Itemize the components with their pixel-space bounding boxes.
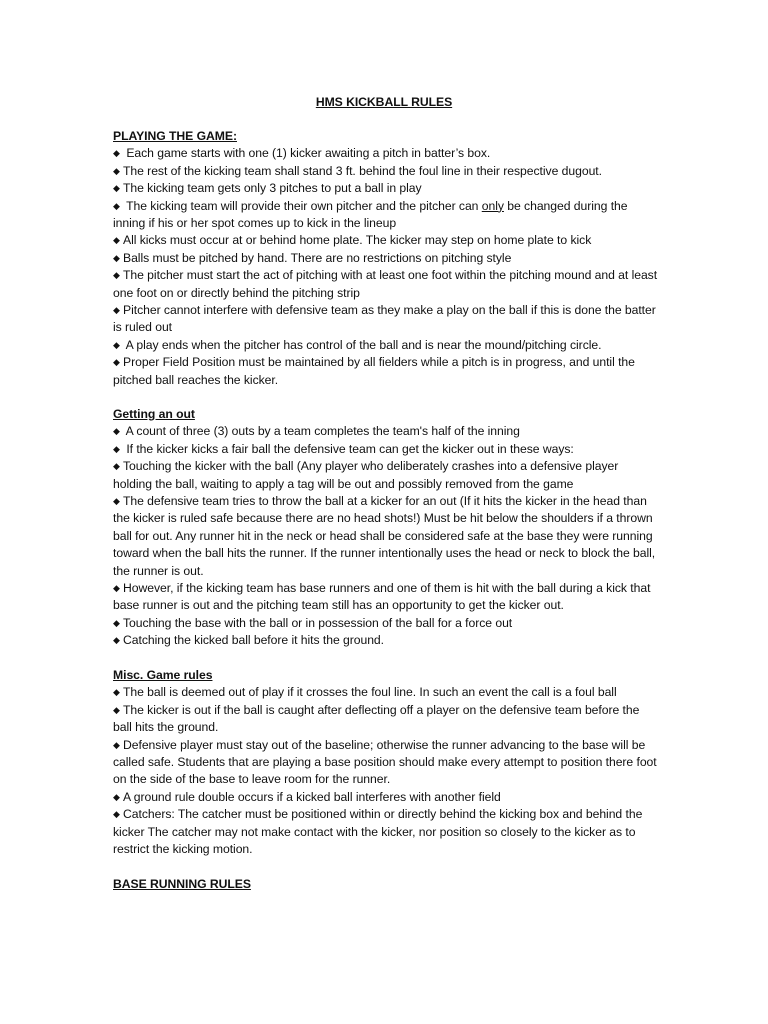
diamond-bullet-icon: ◆ — [113, 791, 120, 802]
diamond-bullet-icon: ◆ — [113, 305, 120, 316]
diamond-bullet-icon: ◆ — [113, 165, 120, 176]
rule-item: ◆ A count of three (3) outs by a team completes the team's half of the inning — [113, 423, 658, 440]
rule-item: ◆ A play ends when the pitcher has control of the ball and is near the mound/pitching circle. — [113, 337, 658, 354]
diamond-bullet-icon: ◆ — [113, 461, 120, 472]
rule-item: ◆ However, if the kicking team has base runners and one of them is hit with the ball during a kick that base runner is out and the pitching team still has an opportunity to get the kicker out. — [113, 581, 651, 613]
rule-item: ◆ The kicking team gets only 3 pitches to put a ball in play — [113, 180, 658, 197]
rule-item: ◆ Catching the kicked ball before it hits the ground. — [113, 632, 658, 649]
rule-item: ◆ Touching the kicker with the ball (Any player who deliberately crashes into a defensive player holding the ball, waiting to apply a tag will be out and possibly removed from the game — [113, 459, 619, 491]
rule-item: ◆ If the kicker kicks a fair ball the defensive team can get the kicker out in these ways: — [113, 441, 658, 458]
section-heading: Misc. Game rules — [113, 668, 213, 682]
diamond-bullet-icon: ◆ — [113, 739, 120, 750]
diamond-bullet-icon: ◆ — [113, 200, 120, 211]
diamond-bullet-icon: ◆ — [113, 183, 120, 194]
diamond-bullet-icon: ◆ — [113, 687, 120, 698]
rule-item: ◆ Proper Field Position must be maintained by all fielders while a pitch is in progress, and until the pitched ball reaches the kicker. — [113, 355, 635, 387]
diamond-bullet-icon: ◆ — [113, 583, 120, 594]
rule-item: ◆ The kicking team will provide their own pitcher and the pitcher can only be changed during the inning if his or her spot comes up to kick in the lineup — [113, 198, 628, 231]
diamond-bullet-icon: ◆ — [113, 426, 120, 437]
section-misc-game-rules — [113, 667, 658, 858]
section-getting-an-out — [113, 406, 658, 650]
diamond-bullet-icon: ◆ — [113, 617, 120, 628]
section-heading: PLAYING THE GAME: — [113, 129, 237, 143]
rule-item: ◆ The kicker is out if the ball is caught after deflecting off a player on the defensive team before the ball hits the ground. — [113, 702, 640, 735]
rule-item: ◆ The rest of the kicking team shall stand 3 ft. behind the foul line in their respective dugout. — [113, 163, 658, 180]
rule-item: ◆ Balls must be pitched by hand. There are no restrictions on pitching style — [113, 250, 658, 267]
diamond-bullet-icon: ◆ — [113, 235, 120, 246]
diamond-bullet-icon: ◆ — [113, 443, 120, 454]
diamond-bullet-icon: ◆ — [113, 704, 120, 715]
underlined-word: only — [481, 198, 504, 213]
diamond-bullet-icon: ◆ — [113, 635, 120, 646]
diamond-bullet-icon: ◆ — [113, 270, 120, 281]
diamond-bullet-icon: ◆ — [113, 357, 120, 368]
rule-item: ◆ Catchers: The catcher must be positioned within or directly behind the kicking box and behind the kicker The catcher may not make contact with the kicker, nor position so closely to the kicker as to restrict the kicking motion. — [113, 807, 643, 857]
section-heading: BASE RUNNING RULES — [113, 877, 251, 891]
rule-item: ◆ The pitcher must start the act of pitching with at least one foot within the pitching mound and at least one foot on or directly behind the pitching strip — [113, 268, 658, 300]
rule-item: ◆ Pitcher cannot interfere with defensive team as they make a play on the ball if this is done the batter is ruled out — [113, 303, 656, 335]
rule-item: ◆ The defensive team tries to throw the ball at a kicker for an out (If it hits the kicker in the head than the kicker is ruled safe because there are no head shots!) Must be hit below the shoulders if a thrown ball for out. Any runner hit in the neck or head shall be considered safe at the base they were running toward when the ball hits the runner. If the runner intentionally uses the head or neck to block the ball, the runner is out. — [113, 494, 656, 578]
diamond-bullet-icon: ◆ — [113, 148, 120, 159]
rule-item: ◆ A ground rule double occurs if a kicked ball interferes with another field — [113, 789, 658, 806]
rule-item: ◆ Defensive player must stay out of the baseline; otherwise the runner advancing to the base will be called safe. Students that are playing a base position should make every attempt to position there foot on the side of the base to leave room for the runner. — [113, 737, 657, 787]
rule-item: ◆ The ball is deemed out of play if it crosses the foul line. In such an event the call is a foul ball — [113, 684, 658, 701]
diamond-bullet-icon: ◆ — [113, 252, 120, 263]
document-title: HMS KICKBALL RULES — [315, 95, 453, 109]
rule-item: ◆ Touching the base with the ball or in possession of the ball for a force out — [113, 615, 658, 632]
section-heading: Getting an out — [113, 407, 195, 421]
rule-item: ◆ All kicks must occur at or behind home plate. The kicker may step on home plate to kick — [113, 232, 658, 249]
diamond-bullet-icon: ◆ — [113, 339, 120, 350]
rule-item: ◆ Each game starts with one (1) kicker awaiting a pitch in batter’s box. — [113, 145, 658, 162]
diamond-bullet-icon: ◆ — [113, 809, 120, 820]
section-base-running-rules — [113, 876, 658, 893]
diamond-bullet-icon: ◆ — [113, 496, 120, 507]
section-playing-the-game — [113, 128, 658, 389]
